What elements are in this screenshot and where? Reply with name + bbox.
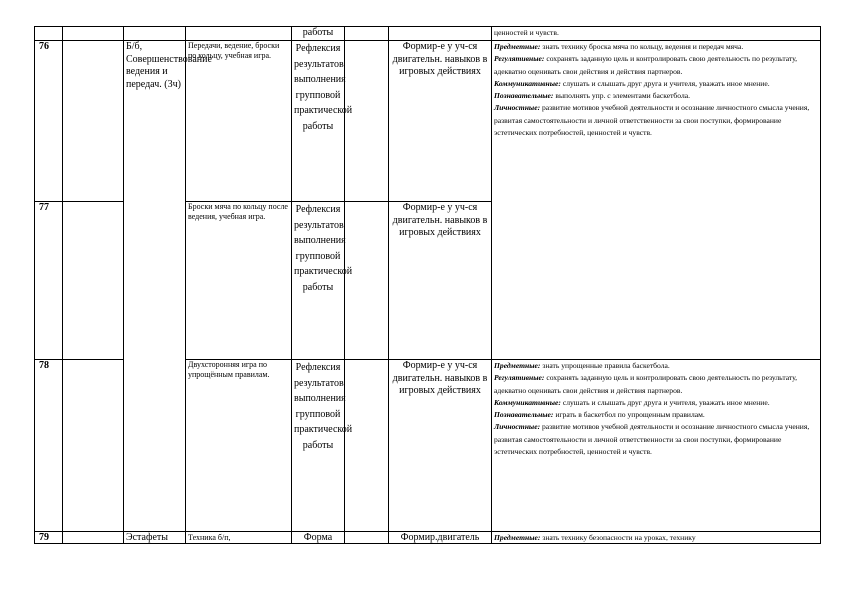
result-line: Регулятивные: сохранять заданную цель и контролировать свою деятельность по результату, адекватно оценивать свои действия и действия партнеров. (494, 54, 798, 76)
cell-results (492, 360, 821, 532)
lesson-topic: Броски мяча по кольцу после ведения, учебная игра. (186, 202, 292, 360)
result-line: Коммуникативные: слушать и слышать друг друга и учителя, уважать иное мнение. (494, 397, 770, 407)
result-line: Предметные: знать упрощенные правила баскетбола. (494, 361, 670, 370)
result-line: Предметные: знать технику броска мяча по кольцу, ведения и передач мяча. (494, 42, 744, 51)
cell-reflection: Рефлексия результатов выполнения групповой практической работы (292, 41, 345, 202)
result-line: Познавательные: выполнять упр. с элементами баскетбола. (494, 91, 691, 101)
cell-blank (345, 41, 389, 202)
cell-topic (186, 27, 292, 41)
cell-results (492, 41, 821, 360)
result-line: Личностные: развитие мотивов учебной деятельности и осознание личностного смысла учения, развитая самостоятельности и личной ответственности за свои поступки, формирование эстетических потребностей, ценностей и чувств. (494, 103, 810, 138)
cell-blank (345, 27, 389, 41)
cell-form: Формир.двигатель (389, 532, 492, 544)
cell-blank (345, 532, 389, 544)
cell-blank (345, 202, 389, 360)
cell-reflection: работы (292, 27, 345, 41)
cell-form: Формир-е у уч-ся двигательн. навыков в игровых действиях (389, 202, 492, 360)
cell-blank (63, 27, 124, 41)
cell-section (124, 27, 186, 41)
cell-form: Формир-е у уч-ся двигательн. навыков в игровых действиях (389, 360, 492, 532)
section-title: Эстафеты (124, 532, 186, 544)
result-line: Коммуникативные: слушать и слышать друг друга и учителя, уважать иное мнение. (494, 78, 770, 88)
cell-blank (63, 360, 124, 532)
table-row (35, 41, 821, 202)
result-line: Предметные: знать технику безопасности на уроках, технику (494, 533, 696, 542)
cell-results (492, 532, 821, 544)
section-title: Б/б, Совершенствование ведения и передач. (3ч) (124, 41, 186, 532)
cell-blank (63, 41, 124, 202)
cell-results: ценностей и чувств. (492, 27, 821, 41)
lesson-topic: Двухсторонняя игра по упрощённым правилам. (186, 360, 292, 532)
table-row (35, 532, 821, 544)
cell-form: Формир-е у уч-ся двигательн. навыков в игровых действиях (389, 41, 492, 202)
cell-num (35, 27, 63, 41)
result-line: Личностные: развитие мотивов учебной деятельности и осознание личностного смысла учения, развитая самостоятельности и личной ответственности за свои поступки, формирование эстетических потребностей, ценностей и чувств. (494, 422, 810, 457)
cell-blank (63, 532, 124, 544)
lesson-number: 78 (35, 360, 63, 532)
lesson-topic: Техника б/п, (186, 532, 292, 544)
cell-form (389, 27, 492, 41)
lesson-number: 79 (35, 532, 63, 544)
cell-blank (345, 360, 389, 532)
table-row (35, 27, 821, 41)
lesson-number: 76 (35, 41, 63, 202)
lesson-plan-table (34, 26, 821, 544)
cell-reflection: Рефлексия результатов выполнения групповой практической работы (292, 202, 345, 360)
cell-blank (63, 202, 124, 360)
lesson-topic: Передачи, ведение, броски по кольцу, учебная игра. (186, 41, 292, 202)
cell-reflection: Форма (292, 532, 345, 544)
lesson-number: 77 (35, 202, 63, 360)
result-line: Познавательные: играть в баскетбол по упрощенным правилам. (494, 410, 705, 420)
cell-reflection: Рефлексия результатов выполнения групповой практической работы (292, 360, 345, 532)
result-line: Регулятивные: сохранять заданную цель и контролировать свою деятельность по результату, адекватно оценивать свои действия и действия партнеров. (494, 373, 798, 395)
